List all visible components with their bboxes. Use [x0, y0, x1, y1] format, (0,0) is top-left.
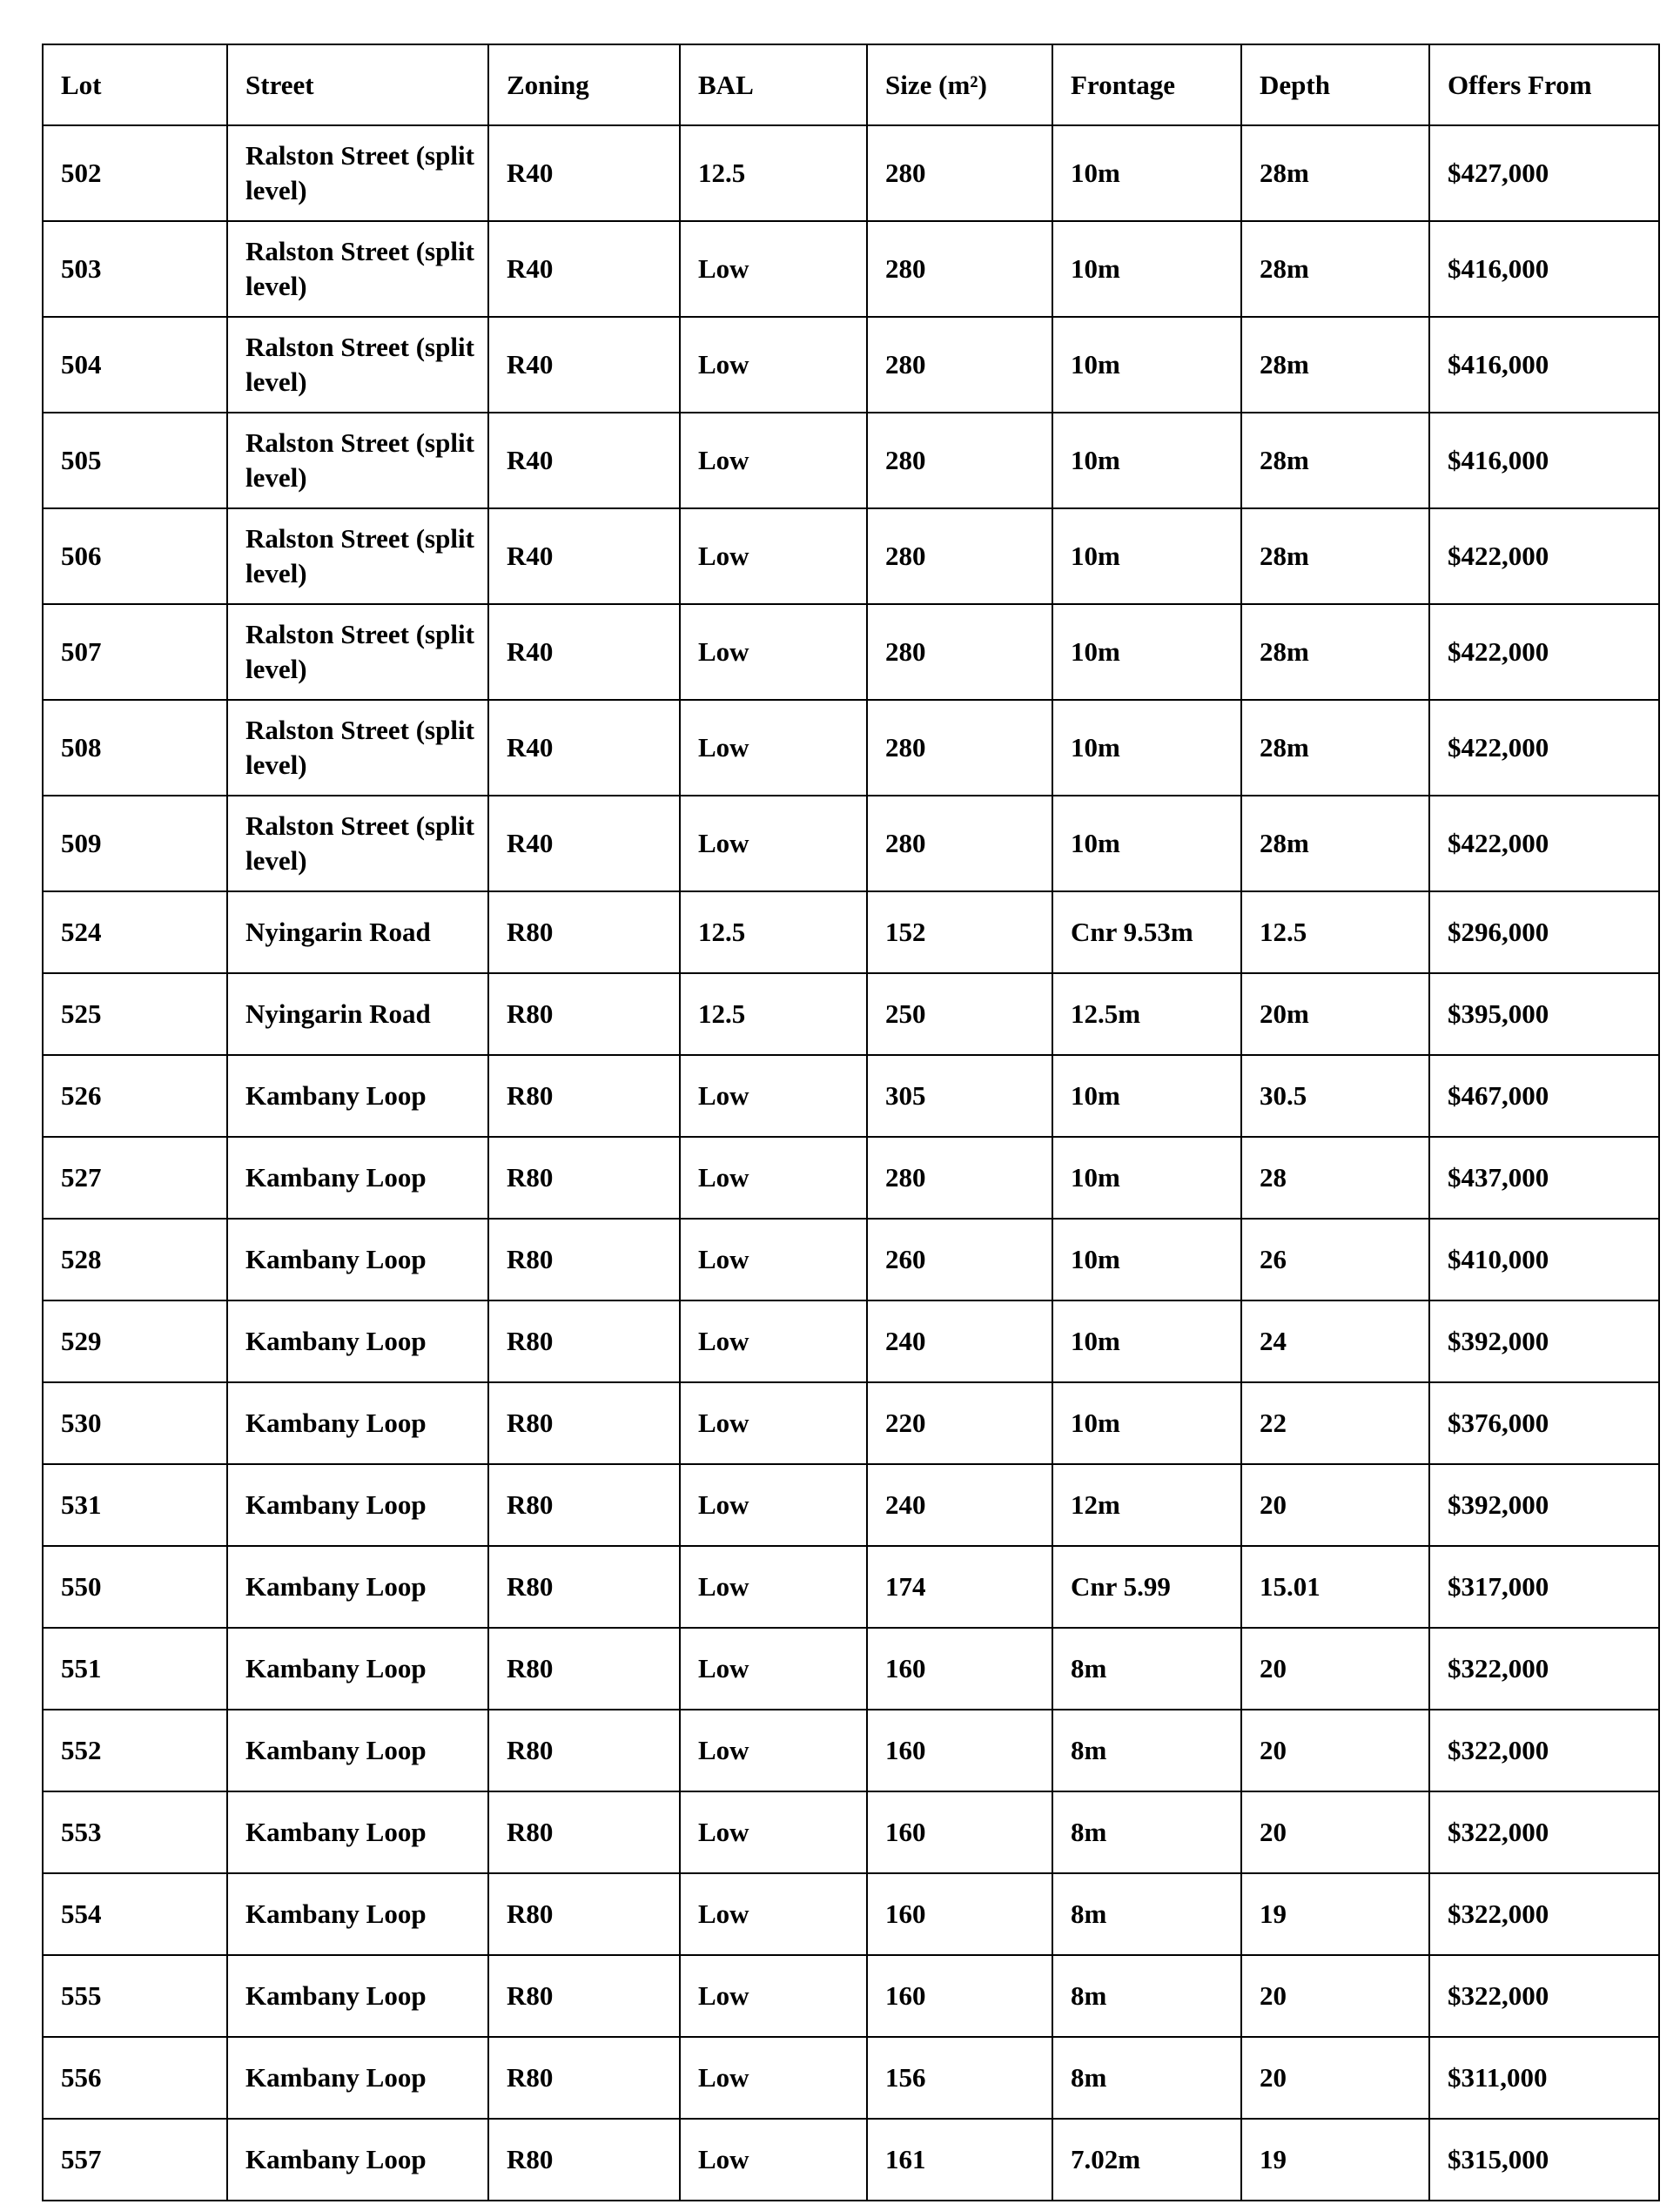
table-row: [43, 1955, 1659, 2037]
cell-bal: 12.5: [680, 891, 867, 973]
cell-zoning: R80: [488, 1300, 680, 1382]
cell-frontage: 10m: [1052, 1382, 1241, 1464]
cell-zoning: R80: [488, 1464, 680, 1546]
cell-street: Ralston Street (split level): [227, 508, 488, 604]
table-row: [43, 508, 1659, 604]
cell-frontage: 10m: [1052, 604, 1241, 700]
cell-street: Ralston Street (split level): [227, 796, 488, 891]
cell-size: 220: [867, 1382, 1052, 1464]
cell-depth: 28: [1241, 1137, 1429, 1219]
table-row: [43, 221, 1659, 317]
cell-frontage: 12m: [1052, 1464, 1241, 1546]
cell-bal: Low: [680, 1628, 867, 1710]
cell-lot: 504: [43, 317, 227, 413]
cell-offers-from: $311,000: [1429, 2037, 1659, 2119]
cell-offers-from: $422,000: [1429, 604, 1659, 700]
cell-street: Kambany Loop: [227, 1955, 488, 2037]
cell-depth: 20: [1241, 2037, 1429, 2119]
cell-size: 240: [867, 1464, 1052, 1546]
cell-offers-from: $322,000: [1429, 1791, 1659, 1873]
column-header-lot: Lot: [43, 44, 227, 125]
cell-bal: Low: [680, 1055, 867, 1137]
cell-frontage: 8m: [1052, 1955, 1241, 2037]
cell-offers-from: $296,000: [1429, 891, 1659, 973]
cell-lot: 551: [43, 1628, 227, 1710]
cell-street: Kambany Loop: [227, 2037, 488, 2119]
cell-depth: 15.01: [1241, 1546, 1429, 1628]
column-header-depth: Depth: [1241, 44, 1429, 125]
cell-size: 174: [867, 1546, 1052, 1628]
cell-size: 280: [867, 317, 1052, 413]
cell-size: 156: [867, 2037, 1052, 2119]
cell-size: 280: [867, 1137, 1052, 1219]
cell-bal: Low: [680, 1382, 867, 1464]
cell-lot: 527: [43, 1137, 227, 1219]
cell-bal: Low: [680, 1137, 867, 1219]
cell-size: 280: [867, 125, 1052, 221]
cell-depth: 28m: [1241, 796, 1429, 891]
cell-lot: 506: [43, 508, 227, 604]
cell-zoning: R80: [488, 1546, 680, 1628]
cell-lot: 530: [43, 1382, 227, 1464]
table-row: [43, 1055, 1659, 1137]
cell-street: Kambany Loop: [227, 1300, 488, 1382]
cell-size: 250: [867, 973, 1052, 1055]
column-header-bal: BAL: [680, 44, 867, 125]
cell-lot: 554: [43, 1873, 227, 1955]
cell-street: Kambany Loop: [227, 1219, 488, 1300]
table-row: [43, 604, 1659, 700]
cell-frontage: 10m: [1052, 796, 1241, 891]
column-header-size: Size (m²): [867, 44, 1052, 125]
cell-lot: 508: [43, 700, 227, 796]
cell-depth: 20: [1241, 1628, 1429, 1710]
cell-street: Kambany Loop: [227, 2119, 488, 2201]
cell-frontage: 8m: [1052, 1873, 1241, 1955]
cell-lot: 526: [43, 1055, 227, 1137]
cell-zoning: R80: [488, 973, 680, 1055]
table-row: [43, 317, 1659, 413]
table-row: [43, 1873, 1659, 1955]
column-header-zoning: Zoning: [488, 44, 680, 125]
cell-street: Kambany Loop: [227, 1628, 488, 1710]
cell-zoning: R80: [488, 1791, 680, 1873]
table-row: [43, 1628, 1659, 1710]
table-row: [43, 1137, 1659, 1219]
cell-depth: 28m: [1241, 700, 1429, 796]
cell-depth: 20: [1241, 1464, 1429, 1546]
table-row: [43, 1382, 1659, 1464]
table-body: [43, 125, 1659, 2201]
cell-street: Kambany Loop: [227, 1546, 488, 1628]
cell-offers-from: $422,000: [1429, 700, 1659, 796]
cell-street: Kambany Loop: [227, 1791, 488, 1873]
cell-offers-from: $422,000: [1429, 796, 1659, 891]
cell-frontage: 7.02m: [1052, 2119, 1241, 2201]
cell-bal: Low: [680, 1546, 867, 1628]
cell-bal: Low: [680, 700, 867, 796]
table-row: [43, 1546, 1659, 1628]
cell-frontage: 10m: [1052, 700, 1241, 796]
cell-lot: 524: [43, 891, 227, 973]
cell-bal: Low: [680, 1219, 867, 1300]
cell-offers-from: $467,000: [1429, 1055, 1659, 1137]
cell-depth: 28m: [1241, 125, 1429, 221]
cell-depth: 22: [1241, 1382, 1429, 1464]
cell-lot: 507: [43, 604, 227, 700]
cell-depth: 19: [1241, 2119, 1429, 2201]
cell-lot: 557: [43, 2119, 227, 2201]
cell-size: 161: [867, 2119, 1052, 2201]
cell-frontage: 10m: [1052, 413, 1241, 508]
cell-offers-from: $410,000: [1429, 1219, 1659, 1300]
cell-offers-from: $315,000: [1429, 2119, 1659, 2201]
cell-frontage: 8m: [1052, 1791, 1241, 1873]
cell-depth: 12.5: [1241, 891, 1429, 973]
cell-zoning: R40: [488, 604, 680, 700]
table-row: [43, 796, 1659, 891]
cell-bal: 12.5: [680, 125, 867, 221]
cell-depth: 28m: [1241, 508, 1429, 604]
cell-size: 280: [867, 604, 1052, 700]
cell-street: Ralston Street (split level): [227, 317, 488, 413]
cell-frontage: 10m: [1052, 1055, 1241, 1137]
cell-zoning: R80: [488, 2119, 680, 2201]
cell-size: 160: [867, 1710, 1052, 1791]
cell-zoning: R40: [488, 508, 680, 604]
column-header-offers-from: Offers From: [1429, 44, 1659, 125]
cell-lot: 502: [43, 125, 227, 221]
cell-lot: 556: [43, 2037, 227, 2119]
column-header-street: Street: [227, 44, 488, 125]
cell-zoning: R80: [488, 1219, 680, 1300]
cell-bal: Low: [680, 1955, 867, 2037]
table-row: [43, 973, 1659, 1055]
cell-zoning: R40: [488, 413, 680, 508]
cell-zoning: R40: [488, 796, 680, 891]
table-row: [43, 125, 1659, 221]
cell-offers-from: $322,000: [1429, 1710, 1659, 1791]
cell-street: Ralston Street (split level): [227, 413, 488, 508]
column-header-frontage: Frontage: [1052, 44, 1241, 125]
cell-frontage: 10m: [1052, 1300, 1241, 1382]
cell-bal: Low: [680, 317, 867, 413]
cell-size: 240: [867, 1300, 1052, 1382]
table-row: [43, 1464, 1659, 1546]
cell-lot: 552: [43, 1710, 227, 1791]
cell-lot: 505: [43, 413, 227, 508]
cell-depth: 28m: [1241, 317, 1429, 413]
cell-frontage: 8m: [1052, 1710, 1241, 1791]
cell-size: 160: [867, 1791, 1052, 1873]
table-row: [43, 891, 1659, 973]
cell-lot: 503: [43, 221, 227, 317]
cell-street: Ralston Street (split level): [227, 221, 488, 317]
cell-depth: 26: [1241, 1219, 1429, 1300]
cell-bal: Low: [680, 604, 867, 700]
cell-size: 260: [867, 1219, 1052, 1300]
cell-zoning: R40: [488, 125, 680, 221]
table-row: [43, 1300, 1659, 1382]
cell-zoning: R80: [488, 1710, 680, 1791]
cell-depth: 19: [1241, 1873, 1429, 1955]
cell-bal: Low: [680, 1464, 867, 1546]
cell-zoning: R80: [488, 1137, 680, 1219]
cell-frontage: 10m: [1052, 1219, 1241, 1300]
cell-offers-from: $395,000: [1429, 973, 1659, 1055]
cell-depth: 20: [1241, 1710, 1429, 1791]
cell-frontage: Cnr 9.53m: [1052, 891, 1241, 973]
cell-frontage: 10m: [1052, 317, 1241, 413]
cell-street: Kambany Loop: [227, 1137, 488, 1219]
cell-frontage: Cnr 5.99: [1052, 1546, 1241, 1628]
cell-street: Kambany Loop: [227, 1382, 488, 1464]
cell-zoning: R80: [488, 1055, 680, 1137]
cell-bal: Low: [680, 2037, 867, 2119]
cell-street: Kambany Loop: [227, 1464, 488, 1546]
cell-offers-from: $422,000: [1429, 508, 1659, 604]
cell-zoning: R80: [488, 1955, 680, 2037]
cell-lot: 553: [43, 1791, 227, 1873]
table-row: [43, 1219, 1659, 1300]
cell-offers-from: $322,000: [1429, 1873, 1659, 1955]
cell-bal: Low: [680, 2119, 867, 2201]
cell-zoning: R80: [488, 1382, 680, 1464]
cell-size: 280: [867, 508, 1052, 604]
cell-street: Kambany Loop: [227, 1873, 488, 1955]
cell-bal: Low: [680, 1873, 867, 1955]
lots-price-table: [42, 44, 1660, 2201]
cell-size: 160: [867, 1873, 1052, 1955]
cell-zoning: R40: [488, 317, 680, 413]
table-row: [43, 413, 1659, 508]
cell-lot: 529: [43, 1300, 227, 1382]
cell-street: Nyingarin Road: [227, 891, 488, 973]
cell-depth: 28m: [1241, 413, 1429, 508]
cell-bal: Low: [680, 1791, 867, 1873]
cell-size: 305: [867, 1055, 1052, 1137]
cell-depth: 28m: [1241, 604, 1429, 700]
cell-street: Kambany Loop: [227, 1710, 488, 1791]
cell-offers-from: $427,000: [1429, 125, 1659, 221]
cell-zoning: R80: [488, 891, 680, 973]
cell-depth: 28m: [1241, 221, 1429, 317]
cell-size: 160: [867, 1955, 1052, 2037]
cell-offers-from: $322,000: [1429, 1955, 1659, 2037]
cell-lot: 528: [43, 1219, 227, 1300]
cell-offers-from: $376,000: [1429, 1382, 1659, 1464]
cell-offers-from: $322,000: [1429, 1628, 1659, 1710]
cell-bal: Low: [680, 1710, 867, 1791]
cell-bal: Low: [680, 1300, 867, 1382]
cell-frontage: 10m: [1052, 508, 1241, 604]
cell-depth: 30.5: [1241, 1055, 1429, 1137]
cell-lot: 509: [43, 796, 227, 891]
cell-frontage: 8m: [1052, 1628, 1241, 1710]
cell-bal: Low: [680, 221, 867, 317]
cell-size: 152: [867, 891, 1052, 973]
cell-street: Nyingarin Road: [227, 973, 488, 1055]
cell-depth: 20: [1241, 1791, 1429, 1873]
cell-bal: 12.5: [680, 973, 867, 1055]
cell-zoning: R40: [488, 700, 680, 796]
cell-street: Ralston Street (split level): [227, 125, 488, 221]
cell-offers-from: $416,000: [1429, 413, 1659, 508]
cell-zoning: R80: [488, 1628, 680, 1710]
cell-street: Kambany Loop: [227, 1055, 488, 1137]
table-row: [43, 2119, 1659, 2201]
cell-lot: 555: [43, 1955, 227, 2037]
cell-offers-from: $392,000: [1429, 1300, 1659, 1382]
cell-offers-from: $416,000: [1429, 221, 1659, 317]
cell-lot: 525: [43, 973, 227, 1055]
cell-size: 280: [867, 796, 1052, 891]
cell-offers-from: $392,000: [1429, 1464, 1659, 1546]
cell-size: 280: [867, 700, 1052, 796]
table-row: [43, 1710, 1659, 1791]
table-row: [43, 1791, 1659, 1873]
cell-bal: Low: [680, 796, 867, 891]
cell-bal: Low: [680, 508, 867, 604]
cell-offers-from: $317,000: [1429, 1546, 1659, 1628]
cell-frontage: 8m: [1052, 2037, 1241, 2119]
cell-depth: 24: [1241, 1300, 1429, 1382]
cell-size: 160: [867, 1628, 1052, 1710]
cell-zoning: R40: [488, 221, 680, 317]
table-row: [43, 700, 1659, 796]
cell-size: 280: [867, 221, 1052, 317]
table-header-row: [43, 44, 1659, 125]
cell-zoning: R80: [488, 1873, 680, 1955]
cell-street: Ralston Street (split level): [227, 604, 488, 700]
cell-zoning: R80: [488, 2037, 680, 2119]
cell-depth: 20: [1241, 1955, 1429, 2037]
cell-offers-from: $437,000: [1429, 1137, 1659, 1219]
cell-street: Ralston Street (split level): [227, 700, 488, 796]
table-row: [43, 2037, 1659, 2119]
cell-lot: 550: [43, 1546, 227, 1628]
cell-frontage: 10m: [1052, 1137, 1241, 1219]
cell-frontage: 10m: [1052, 125, 1241, 221]
cell-bal: Low: [680, 413, 867, 508]
cell-depth: 20m: [1241, 973, 1429, 1055]
cell-lot: 531: [43, 1464, 227, 1546]
cell-offers-from: $416,000: [1429, 317, 1659, 413]
cell-size: 280: [867, 413, 1052, 508]
cell-frontage: 10m: [1052, 221, 1241, 317]
cell-frontage: 12.5m: [1052, 973, 1241, 1055]
